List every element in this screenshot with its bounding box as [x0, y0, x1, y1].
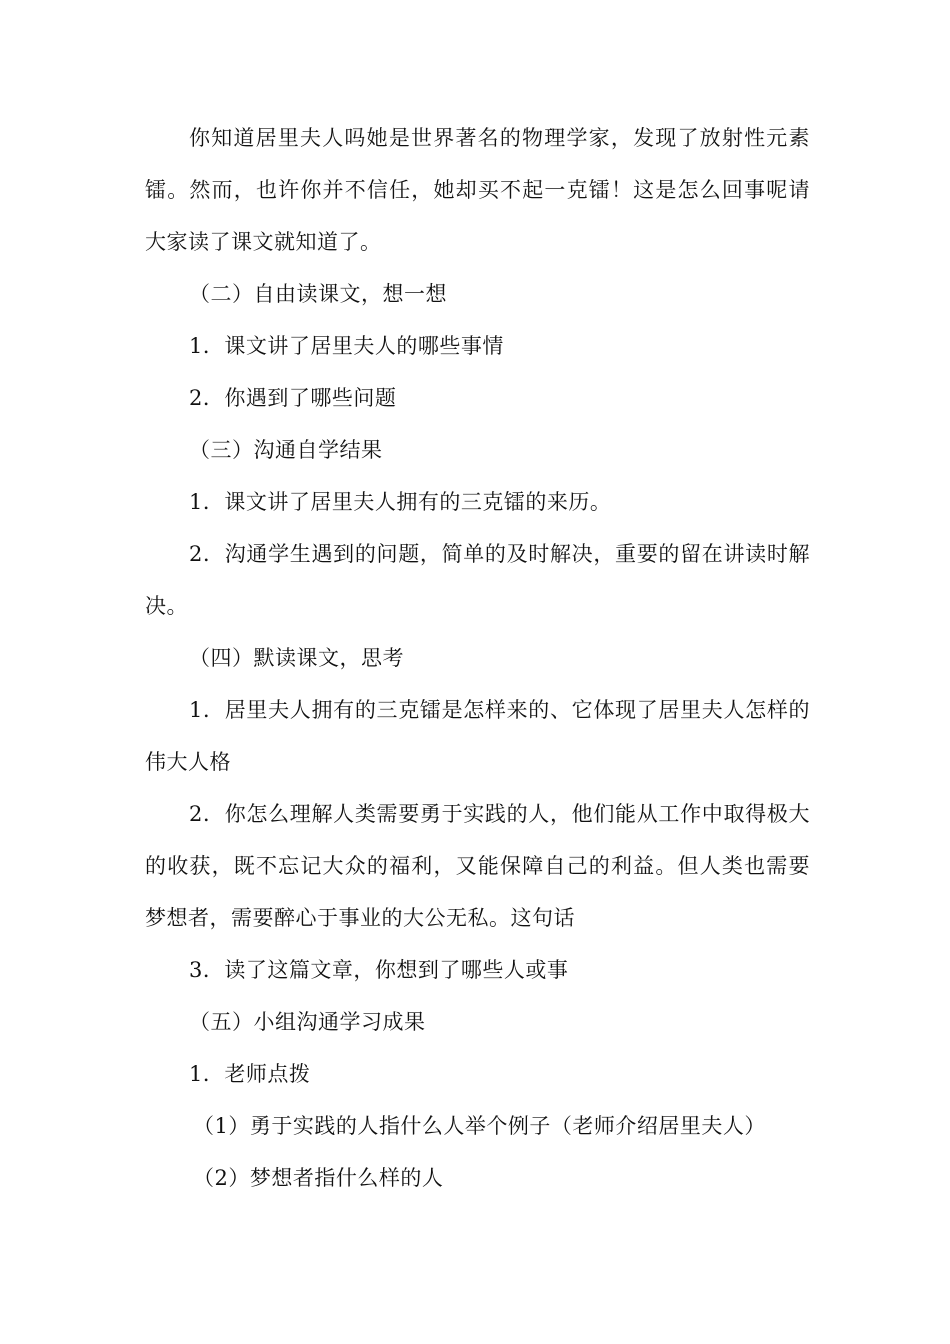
list-item: 1．课文讲了居里夫人拥有的三克镭的来历。 [189, 490, 612, 514]
list-item: 1．老师点拨 [189, 1062, 311, 1086]
list-item: 1．居里夫人拥有的三克镭是怎样来的、它体现了居里夫人怎样的伟大人格 [145, 698, 810, 774]
list-item: 2．你怎么理解人类需要勇于实践的人，他们能从工作中取得极大的收获，既不忘记大众的福利，又能保障自己的利益。但人类也需要梦想者，需要醉心于事业的大公无私。这句话 [145, 802, 810, 930]
sub-list-item: （1）勇于实践的人指什么人举个例子（老师介绍居里夫人） [193, 1114, 766, 1138]
section-heading-5: （五）小组沟通学习成果 [189, 1010, 426, 1034]
list-item: 1．课文讲了居里夫人的哪些事情 [189, 334, 504, 358]
list-item: 2．你遇到了哪些问题 [189, 386, 397, 410]
intro-paragraph: 你知道居里夫人吗她是世界著名的物理学家，发现了放射性元素镭。然而，也许你并不信任，她却买不起一克镭！这是怎么回事呢请大家读了课文就知道了。 [145, 126, 810, 254]
section-heading-4: （四）默读课文，思考 [189, 646, 404, 670]
sub-list-item: （2）梦想者指什么样的人 [193, 1166, 444, 1190]
list-item: 3．读了这篇文章，你想到了哪些人或事 [189, 958, 569, 982]
list-item: 2．沟通学生遇到的问题，简单的及时解决，重要的留在讲读时解决。 [145, 542, 810, 618]
section-heading-2: （二）自由读课文，想一想 [189, 282, 447, 306]
section-heading-3: （三）沟通自学结果 [189, 438, 383, 462]
